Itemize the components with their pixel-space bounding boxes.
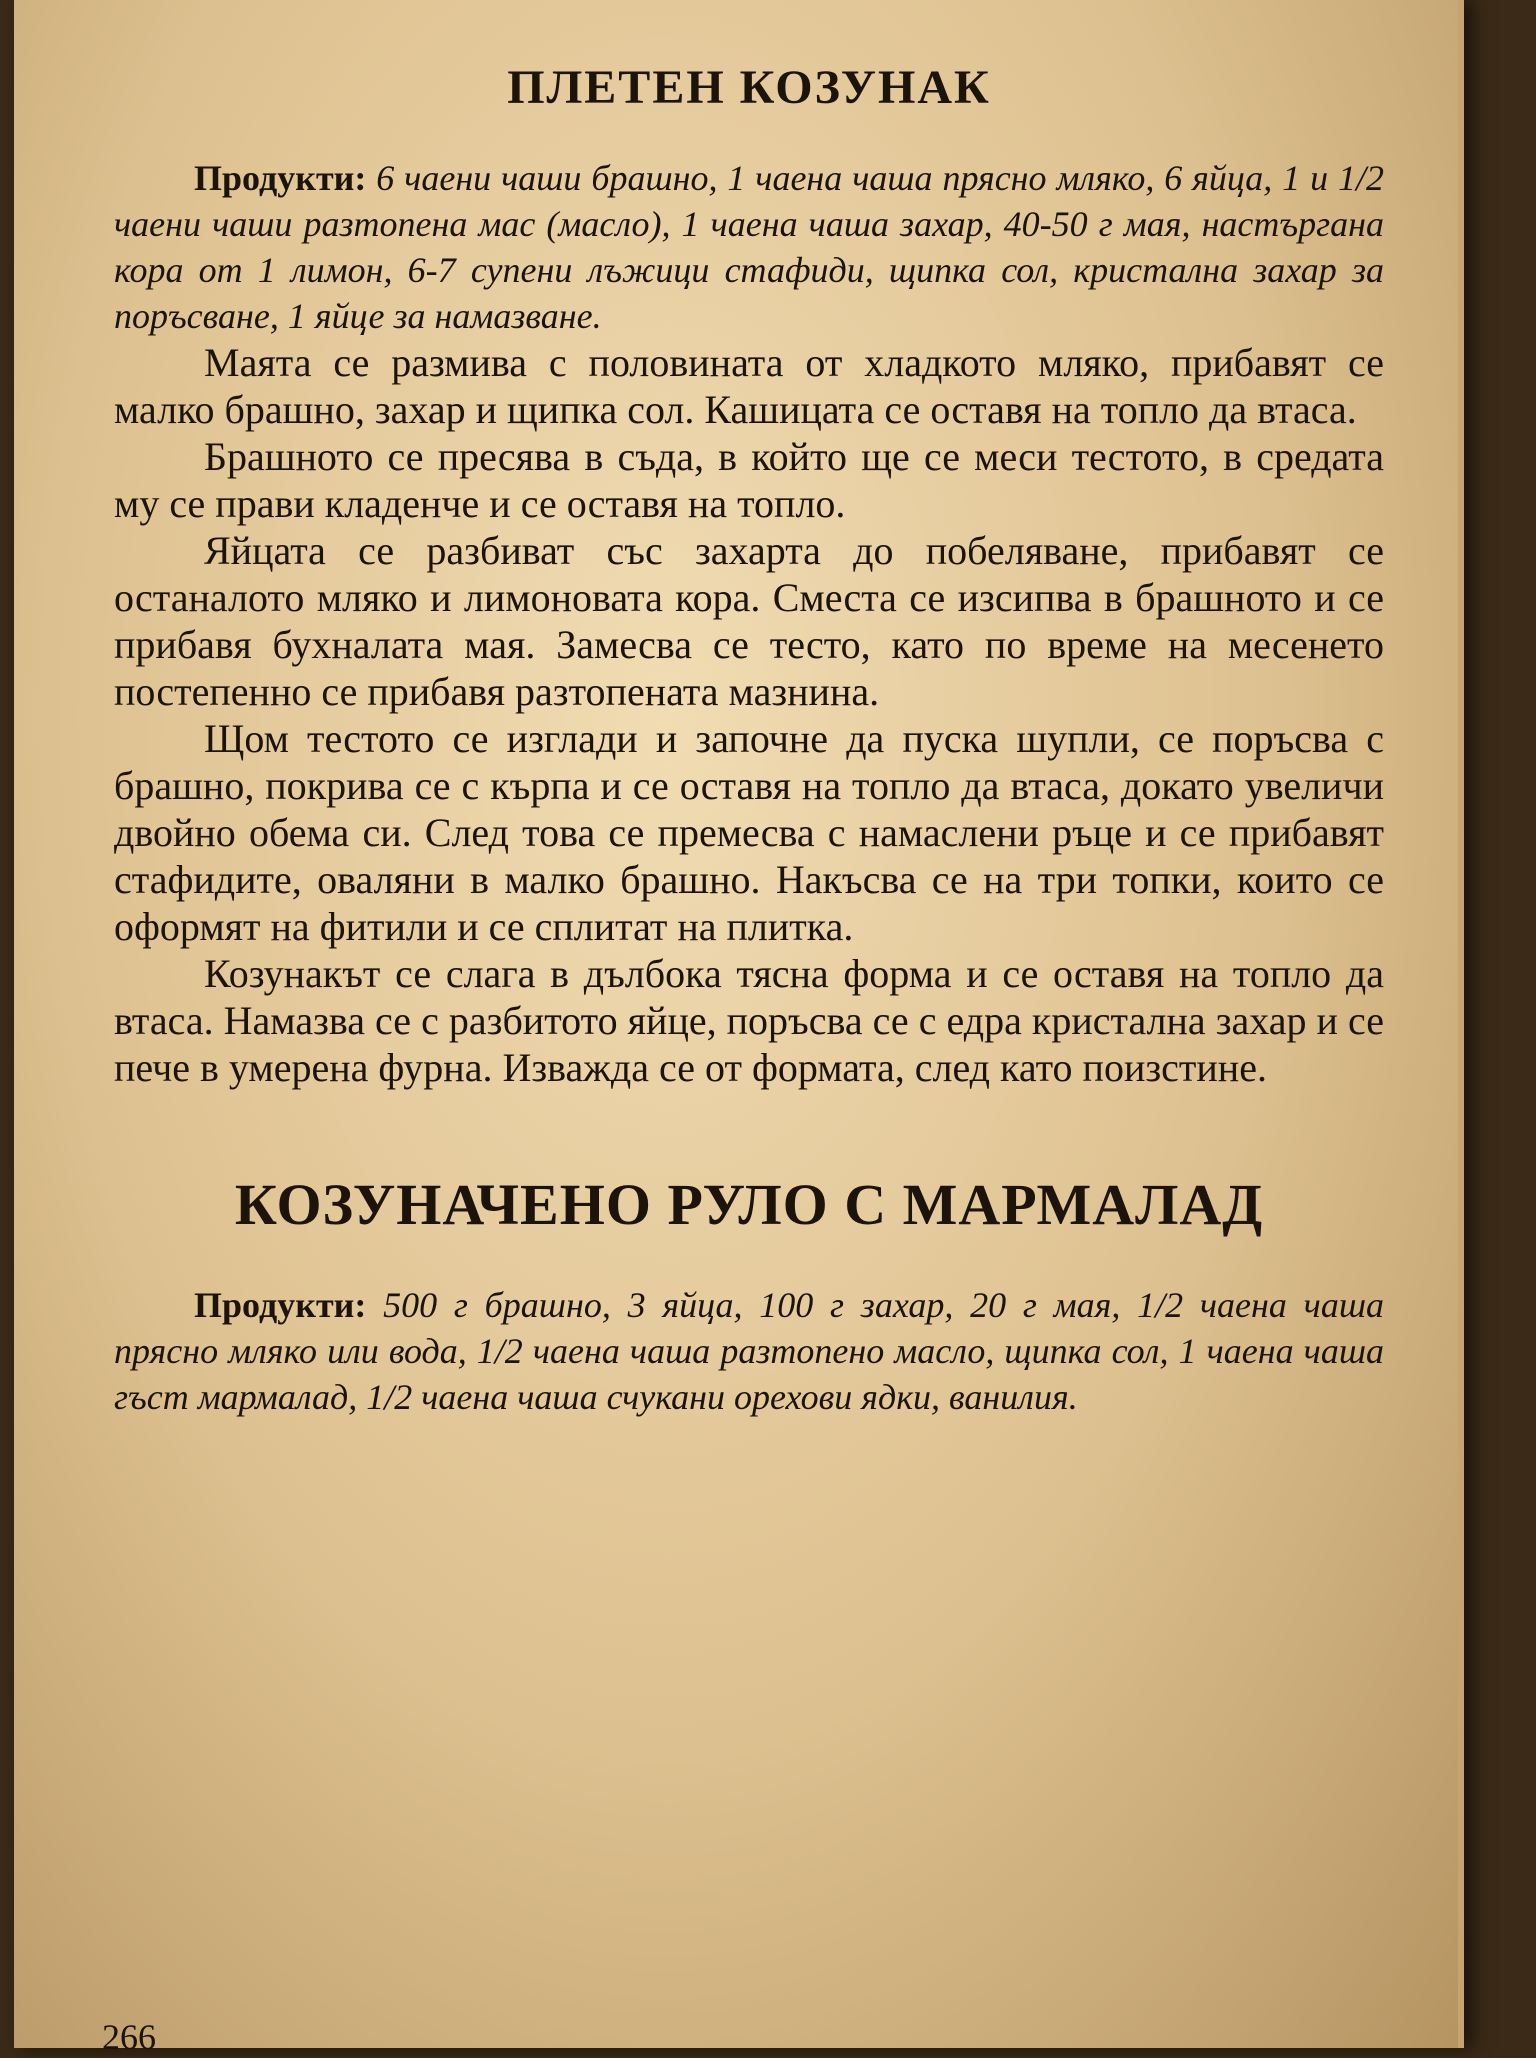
recipe-title-pleten-kozunak: ПЛЕТЕН КОЗУНАК bbox=[507, 61, 991, 114]
book-page bbox=[14, 0, 1464, 2057]
instruction-paragraph: Яйцата се разбиват със захарта до побеляване, прибавят се останалото мляко и лимоновата кора. Сместа се изсипва в брашното и се прибавя бухналата мая. Замесва се тесто, като по време на месенето постепенно се прибавя разтопената мазнина. bbox=[114, 528, 1384, 714]
page-content bbox=[114, 60, 1384, 1420]
instruction-paragraph: Щом тестото се изглади и започне да пуска шупли, се поръсва с брашно, покрива се с кърпа и се оставя на топло да втаса, докато увеличи двойно обема си. След това се премесва с намаслени ръце и се прибавят стафидите, оваляни в малко брашно. Накъсва се на три топки, които се оформят на фитили и се сплитат на плитка. bbox=[114, 716, 1384, 949]
instruction-paragraph: Маята се размива с половината от хладкото мляко, прибавят се малко брашно, захар и щипка сол. Кашицата се оставя на топло да втаса. bbox=[114, 340, 1384, 432]
recipe2-ingredients bbox=[114, 1282, 1384, 1420]
ingredients-label: Продукти: bbox=[194, 158, 367, 198]
instruction-paragraph: Козунакът се слага в дълбока тясна форма и се оставя на топло да втаса. Намазва се с разбитото яйце, поръсва се с едра кристална захар и се пече в умерена фурна. Изважда се от формата, след като поизстине. bbox=[114, 951, 1384, 1090]
recipe1-ingredients bbox=[114, 155, 1384, 339]
ingredients-list: 6 чаени чаши брашно, 1 чаена чаша прясно мляко, 6 яйца, 1 и 1/2 чаени чаши разтопена мас (масло), 1 чаена чаша захар, 40-50 г мая, настъргана кора от 1 лимон, 6-7 супени лъжици стафиди, щипка сол, кристална захар за поръсване, 1 яйце за намазване. bbox=[114, 158, 1385, 336]
ingredients-list: 500 г брашно, 3 яйца, 100 г захар, 20 г мая, 1/2 чаена чаша прясно мляко или вода, 1/2 чаена чаша разтопено масло, щипка сол, 1 чаена чаша гъст мармалад, 1/2 чаена чаша счукани орехови ядки, ванилия. bbox=[114, 1285, 1385, 1417]
page-edge bbox=[1458, 0, 1464, 2048]
page-number: 266 bbox=[102, 2017, 156, 2057]
instruction-paragraph: Брашното се пресява в съда, в който ще се меси тестото, в средата му се прави кладенче и се оставя на топло. bbox=[114, 434, 1384, 526]
ingredients-label: Продукти: bbox=[194, 1285, 367, 1325]
recipe-title-kozunacheno-rulo: КОЗУНАЧЕНО РУЛО С МАРМАЛАД bbox=[234, 1172, 1264, 1237]
